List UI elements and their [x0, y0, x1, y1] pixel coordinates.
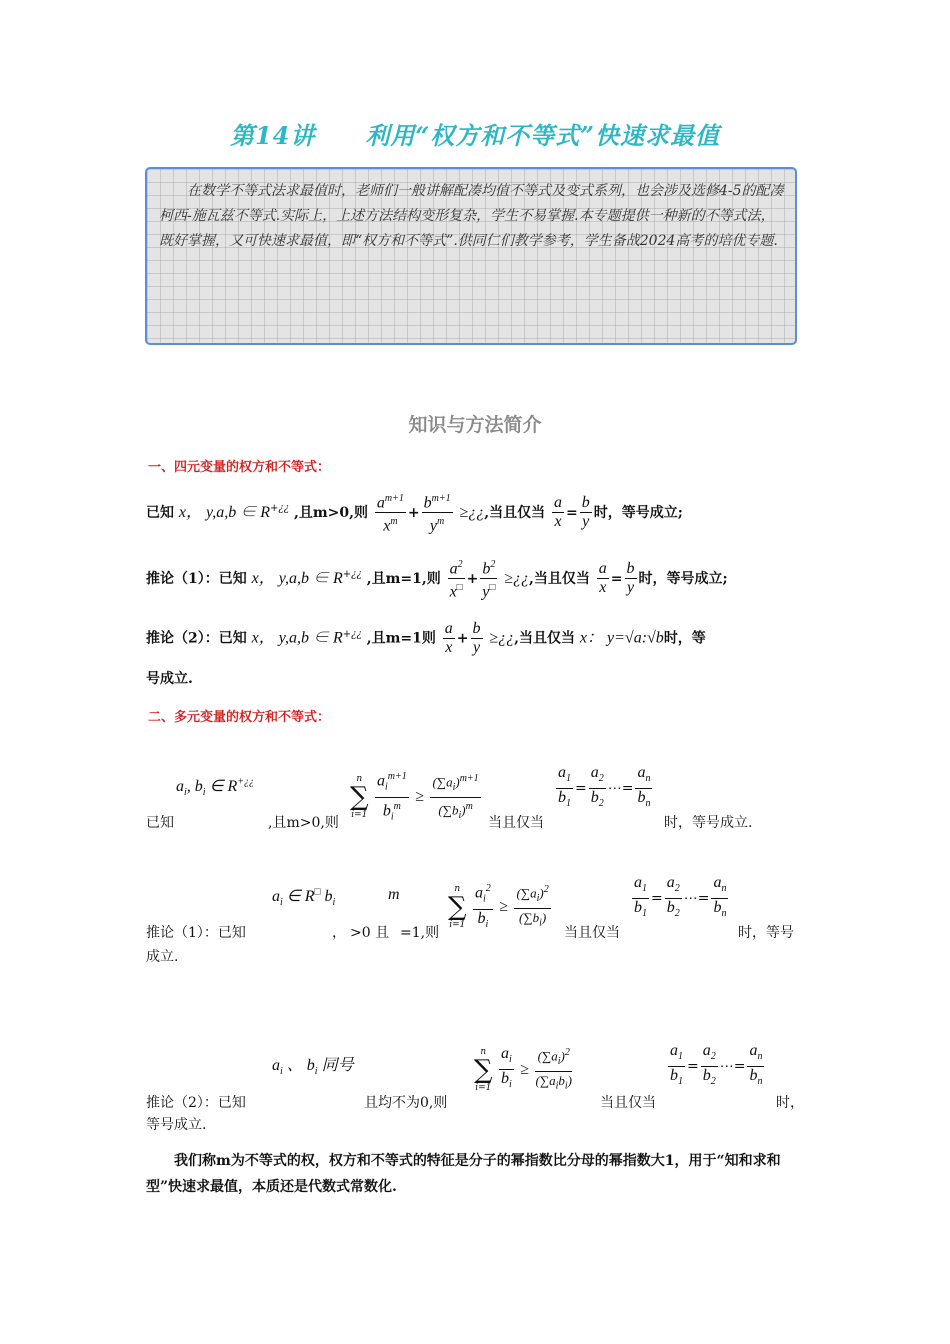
part2-corollary-1: $a_i$ ∈ R□ $b_i$ m 推论（1）：已知 ， >0 且 =1,则 n ∑ i=1 $\frac{a_i^2}{b_i}$ ≥ $\frac{(\sum a_i)^2}{(\sum b_i)}$ 当且仅当 $\frac{a_1}{b_1}$ = $\frac{a_2}{b_2}$ ⋯= $\frac{a_n}{b_n}$ 时，等号 成立. [146, 874, 794, 965]
part1-corollary-2-cont: 号成立. [146, 671, 193, 687]
intro-box [145, 167, 797, 345]
part2-heading: 二、多元变量的权方和不等式： [148, 710, 331, 725]
closing-paragraph: 我们称m为不等式的权，权方和不等式的特征是分子的幂指数比分母的幂指数大1，用于“知和求和型”快速求最值，本质还是代数式常数化. [146, 1153, 781, 1195]
part1-corollary-2: 推论（2）：已知 x， y,a,b ∈ R+¿¿ ,且m=1则 $\frac{a}{x}$ + $\frac{b}{y}$ ≥¿¿,当且仅当 x： y=√a:√b时，等 [146, 620, 706, 656]
part2-corollary-2: $a_i$ 、 $b_i$ 同号 推论（2）：已知 且均不为0,则 n ∑ i=1 $\frac{a_i}{b_i}$ ≥ $\frac{(\sum a_i)^2}{(\sum a_ib_i)}$ 当且仅当 $\frac{a_1}{b_1}$ = $\frac{a_2}{b_2}$ ⋯= $\frac{a_n}{b_n}$ 时， 等号成立. [146, 1042, 804, 1133]
part2-theorem: $a_i$, $b_i$ ∈ R+¿¿ 已知 ,且m>0,则 n ∑ i=1 $\frac{a_i^{m+1}}{b_i^m}$ ≥ $\frac{(\sum a_i)^{m+1}}{(\sum b_i)^m}$ 当且仅当 $\frac{a_1}{b_1}$ = $\frac{a_2}{b_2}$ ⋯= $\frac{a_n}{b_n}$ 时，等号成立. [146, 764, 753, 831]
intro-text: 在数学不等式法求最值时，老师们一般讲解配凑均值不等式及变式系列，也会涉及选修4-5的配凑柯西-施瓦兹不等式.实际上，上述方法结构变形复杂，学生不易掌握.本专题提供一种新的不等式法，既好掌握，又可快速求最值，即“权方和不等式”.供同仁们教学参考，学生备战2024高考的培优专题. [159, 183, 784, 249]
part1-corollary-1: 推论（1）：已知 x， y,a,b ∈ R+¿¿ ,且m=1,则 $\frac{a^2}{x^□}$ + $\frac{b^2}{y^□}$ ≥¿¿,当且仅当 $\frac{a}{x}$ = $\frac{b}{y}$ 时，等号成立; [146, 556, 728, 602]
section-title: 知识与方法简介 [408, 414, 542, 436]
part1-theorem: 已知 x， y,a,b ∈ R+¿¿ ,且m>0,则 $\frac{a^{m+1}}{x^m}$ + $\frac{b^{m+1}}{y^m}$ ≥¿¿,当且仅当 $\frac{a}{x}$ = $\frac{b}{y}$ 时，等号成立; [146, 490, 683, 536]
part1-heading: 一、四元变量的权方和不等式： [148, 460, 331, 475]
lecture-title: 第14讲 利用“权方和不等式”快速求最值 [229, 121, 720, 150]
